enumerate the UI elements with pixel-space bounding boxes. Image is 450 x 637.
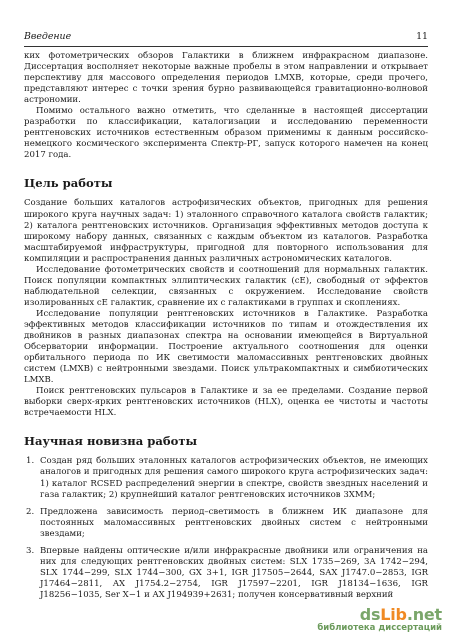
section-heading-goal: Цель работы	[24, 176, 113, 191]
list-item-text: Создан ряд больших эталонных каталогов астрофизических объектов, не имеющих аналогов и пригодных для решения самого широкого круга астрофизических задач: 1) каталог RCSED распределений энергии в спектре, свойств звездных населений и газа галактик; 2) крупнейший каталог рентгеновских источников 3XMM;	[40, 456, 428, 500]
page-body	[24, 51, 428, 601]
list-item	[24, 507, 428, 540]
list-item	[24, 456, 428, 500]
list-item	[24, 546, 428, 601]
intro-paragraph: Помимо остального важно отметить, что сделанные в настоящей диссертации разработки по классификации, каталогизации и исследованию переменности рентгеновских источников естественным образом применимы к данным российско-немецкого космического эксперимента Спектр-РГ, запуск которого намечен на конец 2017 года.	[24, 106, 428, 161]
section-heading-novelty: Научная новизна работы	[24, 434, 198, 449]
list-item-number: 2.	[26, 506, 35, 517]
goal-paragraph: Исследование фотометрических свойств и соотношений для нормальных галактик. Поиск популяции компактных эллиптических галактик (cE), свободный от эффектов наблюдательной селекции, связанных с окружением. Исследование свойств изолированных cE галактик, сравнение их с галактиками в группах и скоплениях.	[24, 264, 428, 308]
dslib-watermark[interactable]	[317, 607, 442, 633]
watermark-subtitle: библиотека диссертаций	[317, 623, 442, 633]
goal-paragraph: Поиск рентгеновских пульсаров в Галактике и за ее пределами. Создание первой выборки сверх-ярких рентгеновских источников (HLX), оценка ее чистоты и частоты встречаемости HLX.	[24, 386, 428, 419]
dslib-logo[interactable]: dsLib.net	[359, 605, 442, 624]
goal-paragraph: Создание больших каталогов астрофизических объектов, пригодных для решения широкого круга научных задач: 1) эталонного справочного каталога свойств галактик; 2) каталога рентгеновских источников. Организация эффективных методов доступа к широкому набору данных, связанных с каждым объектом из каталогов. Разработка масштабируемой инфраструктуры, пригодной для повторного использования для компиляции и распространения данных различных астрономических каталогов.	[24, 198, 428, 264]
list-item-number: 1.	[26, 456, 35, 467]
page-number: 11	[416, 31, 428, 42]
novelty-list	[24, 456, 428, 601]
list-item-number: 3.	[26, 545, 35, 556]
list-item-text: Предложена зависимость период–светимость в ближнем ИК диапазоне для постоянных маломассивных рентгеновских двойных систем с нейтронными звездами;	[40, 506, 428, 539]
list-item-text: Впервые найдены оптические и/или инфракрасные двойники или ограничения на них для следующих рентгеновских двойных систем: SLX 1735−269, 3A 1742−294, SLX 1744−299, SLX 1744−300, GX 3+1, IGR J17505−2644, SAX J1747.0−2853, IGR J17464−2811, AX J1754.2−2754, IGR J17597−2201, IGR J18134−1636, IGR J18256−1035, Ser X−1 и AX J194939+2631; получен консервативный верхний	[40, 545, 428, 600]
document-page	[24, 0, 428, 607]
intro-paragraph: ких фотометрических обзоров Галактики в ближнем инфракрасном диапазоне. Диссертация восполняет некоторые важные пробелы в этом направлении и открывает перспективу для массового определения периодов LMXB, которые, среди прочего, представляют интерес с точки зрения бурно развивающейся гравитационно-волновой астрономии.	[24, 51, 428, 106]
running-title: Введение	[24, 31, 72, 42]
goal-paragraph: Исследование популяции рентгеновских источников в Галактике. Разработка эффективных методов классификации источников по типам и отождествления их двойников в разных диапазонах спектра на основании имеющейся в Виртуальной Обсерватории информации. Построение актуального соотношения для оценки орбитального периода по ИК светимости маломассивных рентгеновских двойных систем (LMXB) с нейтронными звездами. Поиск ультракомпактных и симбиотических LMXB.	[24, 308, 428, 386]
page-header	[24, 0, 428, 47]
